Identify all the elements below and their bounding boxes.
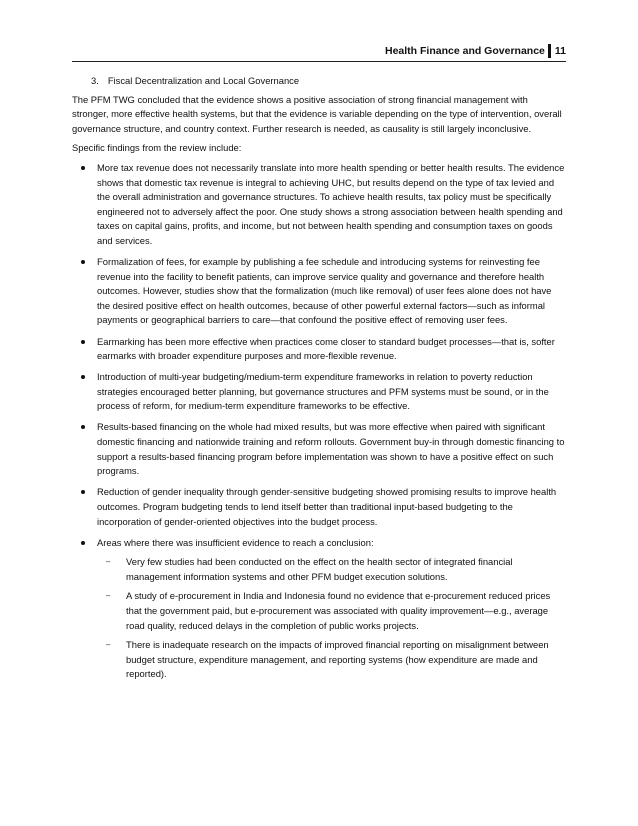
finding-item <box>72 161 566 249</box>
finding-item <box>72 255 566 328</box>
dash-icon: – <box>106 591 111 601</box>
intro-paragraph: The PFM TWG concluded that the evidence shows a positive association of strong financial management with stronger, more effective health systems, but that the evidence is variable depending on the type of intervention, overall governance structure, and country context. Further research is needed, as causality is still largely inconclusive. <box>72 93 562 134</box>
running-header <box>72 44 566 58</box>
sub-finding-item <box>97 589 566 633</box>
section-number: 3. <box>91 75 99 86</box>
header-title: Health Finance and Governance <box>385 45 545 57</box>
sub-finding-text: Very few studies had been conducted on the effect on the health sector of integrated financial management information systems and other PFM budget execution solutions. <box>126 556 513 582</box>
finding-text: Reduction of gender inequality through gender-sensitive budgeting showed promising results to improve health outcomes. Program budgeting tends to lend itself better than traditional input-based budgeting to the incorporation of gender-oriented objectives into the budget process. <box>97 486 557 527</box>
finding-item <box>72 420 566 478</box>
finding-text: Results-based financing on the whole had mixed results, but was more effective when paired with significant domestic financing and nationwide training and reform rollouts. Government buy-in through domestic financing to support a results-based financing program before implementation was shown to have a positive effect on such programs. <box>97 421 565 477</box>
dash-icon: – <box>106 640 111 650</box>
bullet-dot-icon <box>81 425 85 429</box>
finding-item <box>72 536 566 682</box>
finding-item <box>72 370 566 414</box>
page-number: 11 <box>554 45 566 57</box>
bullet-dot-icon <box>81 490 85 494</box>
findings-list <box>72 161 566 682</box>
finding-text: More tax revenue does not necessarily translate into more health spending or better health results. The evidence shows that domestic tax revenue is integral to achieving UHC, but results depend on the type of tax levied and the overall administration and governance structures. To achieve health results, tax policy must be specifically engineered not to adversely affect the poor. One study shows a strong association between health spending and taxes on capital gains, profits, and income, but not between health spending and consumption taxes on goods and services. <box>97 161 565 246</box>
dash-icon: – <box>106 557 111 567</box>
bullet-dot-icon <box>81 375 85 379</box>
sub-finding-text: There is inadequate research on the impacts of improved financial reporting on misalignment between budget structure, expenditure management, and reporting systems (how expenditure are made and reported). <box>126 639 549 680</box>
findings-intro: Specific findings from the review include: <box>72 142 242 154</box>
sub-finding-item <box>97 555 566 584</box>
sub-finding-text: A study of e-procurement in India and Indonesia found no evidence that e-procurement reduced prices that the government paid, but e-procurement was associated with quality improvement—e.g., average road quality, reduced delays in the completion of public works projects. <box>126 590 551 631</box>
header-rule <box>72 61 566 62</box>
bullet-dot-icon <box>81 340 85 344</box>
finding-text: Areas where there was insufficient evidence to reach a conclusion: <box>97 536 374 548</box>
finding-text: Earmarking has been more effective when practices come closer to standard budget processes—that is, softer earmarks with broader expenditure purposes and more-flexible revenue. <box>97 335 555 362</box>
insufficient-evidence-list <box>97 555 566 682</box>
section-heading <box>91 74 566 89</box>
page-body <box>72 74 566 688</box>
bullet-dot-icon <box>81 541 85 545</box>
header-separator <box>548 44 551 58</box>
bullet-dot-icon <box>81 166 85 170</box>
section-title: Fiscal Decentralization and Local Governance <box>107 75 300 86</box>
finding-text: Introduction of multi-year budgeting/medium-term expenditure frameworks in relation to poverty reduction strategies encouraged better planning, but governance structures and PFM systems must be sound, or in the process of reform, for medium-term expenditure frameworks to be effective. <box>97 371 549 412</box>
sub-finding-item <box>97 638 566 682</box>
finding-item <box>72 485 566 529</box>
finding-text: Formalization of fees, for example by publishing a fee schedule and introducing systems for reinvesting fee revenue into the facility to benefit patients, can improve service quality and governance and therefore health outcomes. However, studies show that the formalization (much like removal) of user fees alone does not have the desired positive effect on health outcomes, because of other powerful external factors—such as informal payments or geographical barriers to care—that confound the positive effect of removing user fees. <box>97 256 552 326</box>
finding-item <box>72 335 566 364</box>
bullet-dot-icon <box>81 260 85 264</box>
